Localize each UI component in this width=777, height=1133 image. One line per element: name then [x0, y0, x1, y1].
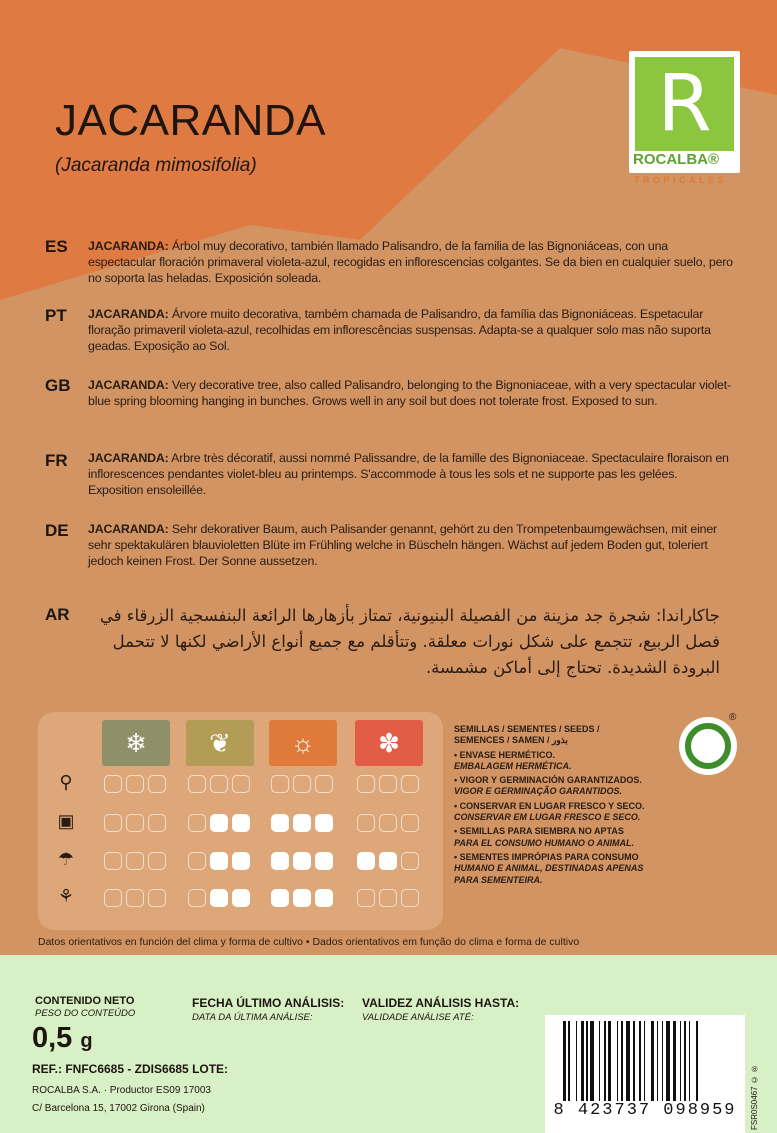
logo-brand: ROCALBA® [633, 151, 720, 168]
calendar-cell [188, 814, 206, 832]
maple-leaf-icon: ✽ [355, 720, 423, 766]
seeds-heading: SEMENCES / SAMEN / بذور [454, 735, 568, 746]
calendar-cell [232, 852, 250, 870]
calendar-cell [104, 814, 122, 832]
calendar-cell [188, 889, 206, 907]
barcode-bar [604, 1021, 605, 1101]
barcode-bar [581, 1021, 584, 1101]
desc-gb [88, 377, 733, 409]
calendar-cell [210, 889, 228, 907]
calendar-cell [126, 814, 144, 832]
calendar-cell [379, 814, 397, 832]
calendar-cell [104, 889, 122, 907]
calendar-cell [126, 889, 144, 907]
lang-code-es: ES [45, 237, 68, 256]
calendar-cell [126, 852, 144, 870]
calendar-cell [315, 775, 333, 793]
seedbed-icon: ▣ [57, 811, 75, 831]
logo-green-square [635, 57, 734, 151]
calendar-cell [293, 775, 311, 793]
barcode-bar [684, 1021, 687, 1101]
seeds-info [454, 724, 664, 886]
barcode-bar [689, 1021, 690, 1101]
sowing-icon: ⚲ [59, 772, 73, 792]
calendar-cell [401, 889, 419, 907]
barcode-bar [576, 1021, 577, 1101]
desc-name: JACARANDA: [88, 522, 169, 536]
calendar-cell [188, 775, 206, 793]
barcode [545, 1015, 745, 1133]
desc-text: Sehr dekorativer Baum, auch Palisander genannt, gehört zu den Trompetenbaumgewächsen, mit einer sehr spektakulären blauvioletten Blüte im Frühling welche in Büscheln hängen. Wächst auf jedem Boden gut, toleriert jedoch keinen Frost. Der Sonne aussetzen. [88, 522, 717, 568]
calendar-cell [148, 889, 166, 907]
calendar-cell [232, 889, 250, 907]
lang-code-pt: PT [45, 306, 67, 325]
net-content-label-pt: PESO DO CONTEÚDO [35, 1008, 136, 1019]
calendar-cell [104, 852, 122, 870]
calendar-cell [104, 775, 122, 793]
barcode-bar [617, 1021, 618, 1101]
barcode-bar [626, 1021, 630, 1101]
barcode-bar [662, 1021, 663, 1101]
calendar-cell [315, 889, 333, 907]
reference-code: REF.: FNFC6685 - ZDIS6685 LOTE: [32, 1062, 229, 1076]
calendar-cell [357, 775, 375, 793]
validity-label: VALIDEZ ANÁLISIS HASTA: [362, 996, 520, 1010]
leaf-icon: ❦ [186, 720, 254, 766]
seeds-item: • ENVASE HERMÉTICO. EMBALAGEM HERMÉTICA. [454, 749, 572, 771]
registered-mark: ® [729, 712, 737, 723]
lang-code-gb: GB [45, 376, 71, 395]
calendar-cell [315, 814, 333, 832]
barcode-bar [666, 1021, 670, 1101]
barcode-bar [599, 1021, 600, 1101]
footnote: Datos orientativos en función del clima y forma de cultivo • Dados orientativos em função do clima e forma de cultivo [38, 936, 580, 948]
calendar-cell [293, 889, 311, 907]
lang-code-fr: FR [45, 451, 68, 470]
producer: ROCALBA S.A. · Productor ES09 17003 [32, 1085, 211, 1096]
calendar-cell [271, 889, 289, 907]
desc-text: Árvore muito decorativa, também chamada de Palisandro, da família das Bignoniáceas. Espetacular floração primaveril violeta-azul, recolhidas em inflorescências suspensas. Adapta-se a qualquer solo mas não suporta geadas. Exposição ao Sol. [88, 307, 711, 353]
calendar-cell [232, 775, 250, 793]
watering-icon: ☂ [57, 849, 75, 869]
desc-text: Árbol muy decorativo, también llamado Palisandro, de la familia de las Bignoniáceas, con una espectacular floración primaveral violeta-azul, recogidas en inflorescencias colgantes. Se da bien en cualquier suelo, pero no soporta las heladas. Exposición soleada. [88, 239, 733, 285]
barcode-bar [608, 1021, 611, 1101]
barcode-bar [657, 1021, 658, 1101]
desc-de [88, 521, 733, 569]
desc-text: Very decorative tree, also called Palisandro, belonging to the Bignoniaceae, with a very spectacular violet-blue spring blooming hanging in bunches. Grows well in any soil but does not tolerate frost. Exposed to sun. [88, 378, 731, 408]
side-code: FSR0S0467 © ® [750, 1063, 759, 1130]
calendar-cell [271, 852, 289, 870]
lang-code-ar: AR [45, 605, 70, 624]
calendar-cell [271, 775, 289, 793]
seeds-item: • CONSERVAR EN LUGAR FRESCO Y SECO. CONSERVAR EM LUGAR FRESCO E SECO. [454, 800, 645, 823]
validity-label-pt: VALIDADE ANÁLISE ATÉ: [362, 1012, 474, 1023]
calendar-cell [379, 852, 397, 870]
barcode-bar [586, 1021, 587, 1101]
desc-ar: جاكاراندا: شجرة جد مزينة من الفصيلة البنيونية، تمتاز بأزهارها الرائعة البنفسجية الزرقاء في فصل الربيع، تتجمع على شكل نورات معلقة. وتتأقلم مع جميع أنواع الأراضي لكنها لا تتحمل البرودة الشديدة. تحتاج إلى أماكن مشمسة. [99, 606, 720, 677]
seeds-item: • SEMILLAS PARA SIEMBRA NO APTAS PARA EL CONSUMO HUMANO O ANIMAL. [454, 826, 634, 848]
calendar-cell [379, 775, 397, 793]
desc-pt [88, 306, 733, 354]
page-title: JACARANDA [55, 96, 326, 145]
calendar-cell [293, 852, 311, 870]
calendar-cell [210, 814, 228, 832]
transplant-icon: ⚘ [57, 886, 75, 906]
sun-icon: ☼ [269, 720, 337, 766]
snowflake-icon: ❄ [102, 720, 170, 766]
net-content-label: CONTENIDO NETO [35, 995, 135, 1007]
calendar-cell [148, 852, 166, 870]
desc-text: Arbre très décoratif, aussi nommé Palissandre, de la famille des Bignoniaceae. Spectaculaire floraison en inflorescences pendantes violet-bleu au printemps. S'accommode à tous les sols et ne supporte pas les gelées. Exposition ensoleillée. [88, 451, 729, 497]
calendar-cell [148, 775, 166, 793]
barcode-bar [590, 1021, 594, 1101]
last-analysis-label-pt: DATA DA ÚLTIMA ANÁLISE: [192, 1012, 313, 1023]
calendar-cell [271, 814, 289, 832]
desc-name: JACARANDA: [88, 239, 169, 253]
calendar-cell [401, 814, 419, 832]
logo-subline: TROPICALES [634, 175, 728, 185]
last-analysis-label: FECHA ÚLTIMO ANÁLISIS: [192, 996, 345, 1010]
calendar-cell [210, 775, 228, 793]
brand-logo [629, 51, 740, 192]
scientific-name: (Jacaranda mimosifolia) [55, 155, 257, 176]
seeds-heading: SEMILLAS / SEMENTES / SEEDS / [454, 724, 600, 734]
calendar-cell [188, 852, 206, 870]
barcode-bar [673, 1021, 676, 1101]
seeds-item: • VIGOR Y GERMINACIÓN GARANTIZADOS. VIGOR E GERMINAÇÃO GARANTIDOS. [454, 775, 642, 797]
calendar-cell [315, 852, 333, 870]
logo-box [629, 51, 740, 173]
calendar-cell [401, 852, 419, 870]
barcode-bar [639, 1021, 642, 1101]
desc-fr [88, 450, 733, 498]
calendar-cell [357, 889, 375, 907]
recycle-icon [679, 717, 737, 775]
barcode-bar [680, 1021, 681, 1101]
calendar-cell [401, 775, 419, 793]
barcode-bar [621, 1021, 624, 1101]
calendar-cell [379, 889, 397, 907]
barcode-bar [568, 1021, 569, 1101]
barcode-number: 8 423737 098959 [553, 1101, 737, 1120]
calendar-cell [148, 814, 166, 832]
barcode-bar [651, 1021, 654, 1101]
logo-letter: R [657, 59, 712, 149]
barcode-bar [696, 1021, 697, 1101]
calendar-cell [126, 775, 144, 793]
barcode-bars [563, 1021, 741, 1101]
desc-name: JACARANDA: [88, 378, 169, 392]
desc-name: JACARANDA: [88, 307, 169, 321]
calendar-cell [293, 814, 311, 832]
barcode-bar [644, 1021, 645, 1101]
desc-name: JACARANDA: [88, 451, 169, 465]
calendar-cell [232, 814, 250, 832]
desc-es [88, 238, 733, 286]
net-weight: 0,5 g [32, 1022, 93, 1054]
barcode-bar [633, 1021, 634, 1101]
calendar-cell [210, 852, 228, 870]
calendar-cell [357, 852, 375, 870]
seeds-item: • SEMENTES IMPRÓPIAS PARA CONSUMO HUMANO E ANIMAL, DESTINADAS APENAS PARA SEMENTEIRA. [454, 851, 644, 885]
lang-code-de: DE [45, 521, 69, 540]
barcode-bar [563, 1021, 566, 1101]
address: C/ Barcelona 15, 17002 Girona (Spain) [32, 1103, 205, 1114]
calendar-cell [357, 814, 375, 832]
